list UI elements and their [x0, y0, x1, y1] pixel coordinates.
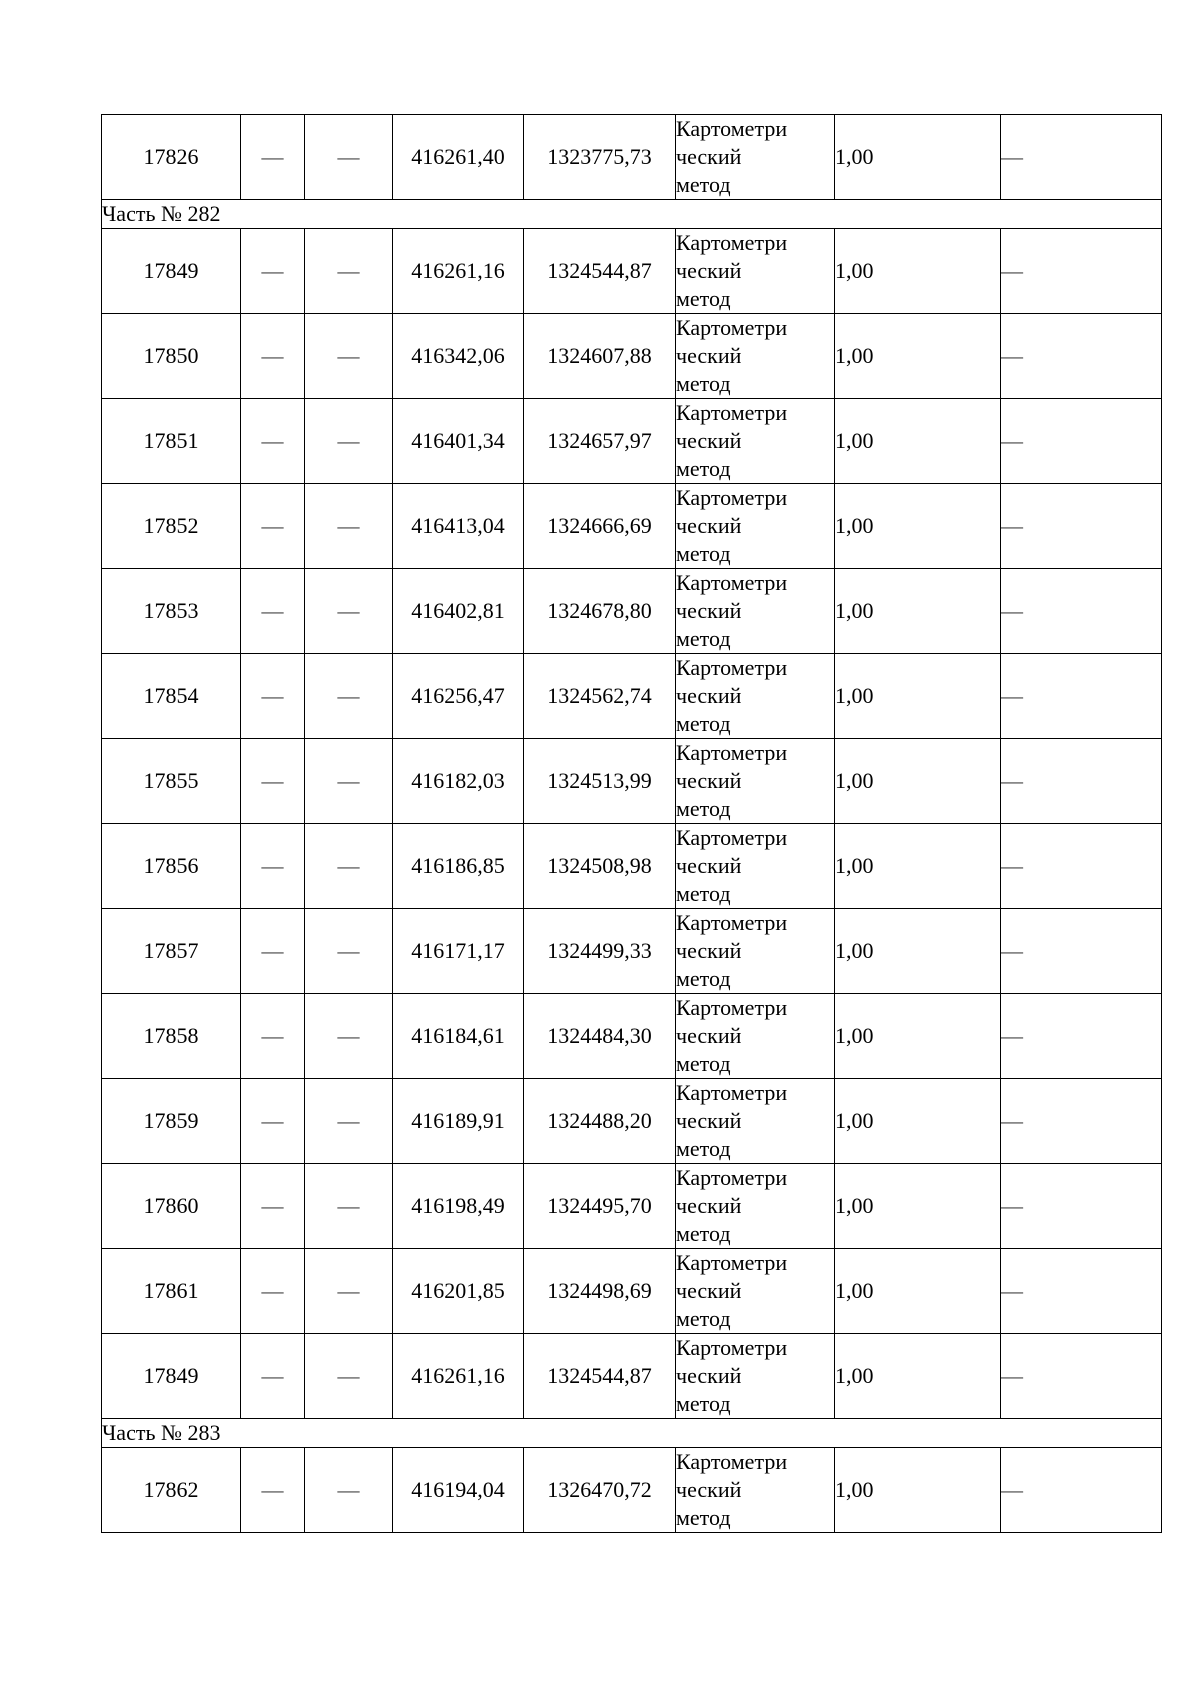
table-row [102, 739, 1162, 824]
method-text-line: ческий [676, 144, 742, 169]
empty-dash-cell: — [305, 1079, 393, 1164]
method-text-line: метод [676, 1505, 731, 1530]
empty-dash-cell: — [241, 229, 305, 314]
method-text-line: ческий [676, 258, 742, 283]
y-coordinate: 1324488,20 [524, 1079, 676, 1164]
table-row [102, 314, 1162, 399]
method-text-line: метод [676, 966, 731, 991]
point-number: 17826 [102, 115, 241, 200]
method-text-line: ческий [676, 598, 742, 623]
table-row [102, 1079, 1162, 1164]
empty-dash-cell: — [1001, 1334, 1162, 1419]
method-text-line: Картометри [676, 315, 788, 340]
y-coordinate: 1324495,70 [524, 1164, 676, 1249]
empty-dash-cell: — [305, 1334, 393, 1419]
x-coordinate: 416201,85 [393, 1249, 524, 1334]
accuracy-value: 1,00 [835, 1164, 1001, 1249]
point-number: 17850 [102, 314, 241, 399]
point-number: 17860 [102, 1164, 241, 1249]
accuracy-value: 1,00 [835, 484, 1001, 569]
y-coordinate: 1324513,99 [524, 739, 676, 824]
method-text-line: Картометри [676, 230, 788, 255]
y-coordinate: 1324544,87 [524, 1334, 676, 1419]
empty-dash-cell: — [1001, 569, 1162, 654]
empty-dash-cell: — [241, 1334, 305, 1419]
accuracy-value: 1,00 [835, 115, 1001, 200]
empty-dash-cell: — [305, 1249, 393, 1334]
method-text-line: ческий [676, 768, 742, 793]
table-row [102, 1448, 1162, 1533]
point-number: 17857 [102, 909, 241, 994]
accuracy-value: 1,00 [835, 229, 1001, 314]
method-text-line: Картометри [676, 1250, 788, 1275]
method-text-line: метод [676, 1051, 731, 1076]
accuracy-value: 1,00 [835, 1079, 1001, 1164]
y-coordinate: 1324657,97 [524, 399, 676, 484]
empty-dash-cell: — [305, 229, 393, 314]
table-row [102, 1164, 1162, 1249]
empty-dash-cell: — [305, 484, 393, 569]
method-text-line: Картометри [676, 1165, 788, 1190]
point-number: 17856 [102, 824, 241, 909]
method-text-line: ческий [676, 1108, 742, 1133]
empty-dash-cell: — [241, 1164, 305, 1249]
method-text-line: ческий [676, 343, 742, 368]
empty-dash-cell: — [241, 654, 305, 739]
accuracy-value: 1,00 [835, 569, 1001, 654]
empty-dash-cell: — [241, 1448, 305, 1533]
method-text-line: метод [676, 371, 731, 396]
empty-dash-cell: — [241, 1079, 305, 1164]
empty-dash-cell: — [241, 569, 305, 654]
empty-dash-cell: — [1001, 115, 1162, 200]
accuracy-value: 1,00 [835, 1448, 1001, 1533]
method-text-line: Картометри [676, 116, 788, 141]
table-row [102, 654, 1162, 739]
empty-dash-cell: — [241, 909, 305, 994]
y-coordinate: 1324666,69 [524, 484, 676, 569]
table-row [102, 399, 1162, 484]
empty-dash-cell: — [305, 994, 393, 1079]
section-header-row [102, 200, 1162, 229]
method-text-line: метод [676, 1136, 731, 1161]
empty-dash-cell: — [1001, 824, 1162, 909]
x-coordinate: 416198,49 [393, 1164, 524, 1249]
point-number: 17862 [102, 1448, 241, 1533]
method-text-line: Картометри [676, 910, 788, 935]
table-row [102, 1334, 1162, 1419]
method-cell [676, 824, 835, 909]
table-row [102, 229, 1162, 314]
y-coordinate: 1324607,88 [524, 314, 676, 399]
method-text-line: ческий [676, 1023, 742, 1048]
method-cell [676, 115, 835, 200]
section-header-row [102, 1419, 1162, 1448]
empty-dash-cell: — [241, 115, 305, 200]
empty-dash-cell: — [1001, 1448, 1162, 1533]
empty-dash-cell: — [305, 1164, 393, 1249]
method-text-line: Картометри [676, 655, 788, 680]
table-row [102, 909, 1162, 994]
method-text-line: Картометри [676, 485, 788, 510]
section-label: Часть № 283 [102, 1419, 1162, 1448]
empty-dash-cell: — [305, 824, 393, 909]
section-label: Часть № 282 [102, 200, 1162, 229]
empty-dash-cell: — [1001, 654, 1162, 739]
method-text-line: Картометри [676, 740, 788, 765]
method-text-line: Картометри [676, 995, 788, 1020]
point-number: 17849 [102, 229, 241, 314]
accuracy-value: 1,00 [835, 399, 1001, 484]
x-coordinate: 416194,04 [393, 1448, 524, 1533]
empty-dash-cell: — [1001, 229, 1162, 314]
method-text-line: ческий [676, 853, 742, 878]
table-row [102, 994, 1162, 1079]
empty-dash-cell: — [1001, 909, 1162, 994]
accuracy-value: 1,00 [835, 654, 1001, 739]
empty-dash-cell: — [1001, 314, 1162, 399]
x-coordinate: 416182,03 [393, 739, 524, 824]
method-text-line: метод [676, 796, 731, 821]
coordinates-table [101, 114, 1162, 1533]
point-number: 17849 [102, 1334, 241, 1419]
accuracy-value: 1,00 [835, 314, 1001, 399]
empty-dash-cell: — [241, 824, 305, 909]
method-cell [676, 1448, 835, 1533]
method-text-line: ческий [676, 1278, 742, 1303]
method-text-line: метод [676, 1391, 731, 1416]
table-row [102, 824, 1162, 909]
point-number: 17854 [102, 654, 241, 739]
accuracy-value: 1,00 [835, 1334, 1001, 1419]
method-text-line: ческий [676, 1363, 742, 1388]
accuracy-value: 1,00 [835, 1249, 1001, 1334]
method-text-line: ческий [676, 428, 742, 453]
method-text-line: ческий [676, 1477, 742, 1502]
empty-dash-cell: — [305, 569, 393, 654]
empty-dash-cell: — [241, 739, 305, 824]
y-coordinate: 1324678,80 [524, 569, 676, 654]
empty-dash-cell: — [241, 314, 305, 399]
x-coordinate: 416401,34 [393, 399, 524, 484]
method-text-line: метод [676, 172, 731, 197]
x-coordinate: 416256,47 [393, 654, 524, 739]
method-cell [676, 994, 835, 1079]
method-text-line: Картометри [676, 1449, 788, 1474]
table-row [102, 115, 1162, 200]
y-coordinate: 1323775,73 [524, 115, 676, 200]
empty-dash-cell: — [241, 484, 305, 569]
x-coordinate: 416261,16 [393, 229, 524, 314]
y-coordinate: 1324544,87 [524, 229, 676, 314]
empty-dash-cell: — [305, 115, 393, 200]
method-text-line: Картометри [676, 1335, 788, 1360]
method-text-line: метод [676, 456, 731, 481]
point-number: 17852 [102, 484, 241, 569]
empty-dash-cell: — [305, 654, 393, 739]
method-text-line: метод [676, 1221, 731, 1246]
table-row [102, 484, 1162, 569]
method-cell [676, 1079, 835, 1164]
point-number: 17853 [102, 569, 241, 654]
x-coordinate: 416413,04 [393, 484, 524, 569]
empty-dash-cell: — [305, 399, 393, 484]
accuracy-value: 1,00 [835, 994, 1001, 1079]
method-text-line: метод [676, 286, 731, 311]
method-cell [676, 569, 835, 654]
method-text-line: метод [676, 626, 731, 651]
x-coordinate: 416402,81 [393, 569, 524, 654]
empty-dash-cell: — [305, 739, 393, 824]
empty-dash-cell: — [241, 399, 305, 484]
y-coordinate: 1324498,69 [524, 1249, 676, 1334]
method-text-line: метод [676, 711, 731, 736]
y-coordinate: 1326470,72 [524, 1448, 676, 1533]
x-coordinate: 416261,16 [393, 1334, 524, 1419]
empty-dash-cell: — [1001, 1079, 1162, 1164]
method-cell [676, 739, 835, 824]
accuracy-value: 1,00 [835, 909, 1001, 994]
x-coordinate: 416261,40 [393, 115, 524, 200]
method-text-line: Картометри [676, 570, 788, 595]
method-cell [676, 654, 835, 739]
method-cell [676, 399, 835, 484]
table-row [102, 569, 1162, 654]
empty-dash-cell: — [1001, 399, 1162, 484]
empty-dash-cell: — [305, 1448, 393, 1533]
point-number: 17855 [102, 739, 241, 824]
table-row [102, 1249, 1162, 1334]
method-cell [676, 314, 835, 399]
empty-dash-cell: — [1001, 739, 1162, 824]
x-coordinate: 416342,06 [393, 314, 524, 399]
y-coordinate: 1324484,30 [524, 994, 676, 1079]
accuracy-value: 1,00 [835, 824, 1001, 909]
point-number: 17851 [102, 399, 241, 484]
accuracy-value: 1,00 [835, 739, 1001, 824]
method-text-line: ческий [676, 683, 742, 708]
x-coordinate: 416189,91 [393, 1079, 524, 1164]
method-text-line: метод [676, 541, 731, 566]
empty-dash-cell: — [1001, 1164, 1162, 1249]
method-cell [676, 1249, 835, 1334]
method-text-line: ческий [676, 938, 742, 963]
y-coordinate: 1324562,74 [524, 654, 676, 739]
method-cell [676, 1164, 835, 1249]
method-text-line: ческий [676, 513, 742, 538]
method-text-line: Картометри [676, 1080, 788, 1105]
y-coordinate: 1324508,98 [524, 824, 676, 909]
empty-dash-cell: — [241, 1249, 305, 1334]
point-number: 17859 [102, 1079, 241, 1164]
point-number: 17858 [102, 994, 241, 1079]
empty-dash-cell: — [1001, 1249, 1162, 1334]
empty-dash-cell: — [241, 994, 305, 1079]
empty-dash-cell: — [1001, 994, 1162, 1079]
coordinates-table-body [102, 115, 1162, 1533]
method-text-line: метод [676, 881, 731, 906]
empty-dash-cell: — [1001, 484, 1162, 569]
method-text-line: Картометри [676, 400, 788, 425]
method-cell [676, 909, 835, 994]
x-coordinate: 416184,61 [393, 994, 524, 1079]
method-text-line: ческий [676, 1193, 742, 1218]
empty-dash-cell: — [305, 909, 393, 994]
method-cell [676, 229, 835, 314]
point-number: 17861 [102, 1249, 241, 1334]
y-coordinate: 1324499,33 [524, 909, 676, 994]
method-cell [676, 1334, 835, 1419]
method-cell [676, 484, 835, 569]
method-text-line: Картометри [676, 825, 788, 850]
x-coordinate: 416171,17 [393, 909, 524, 994]
x-coordinate: 416186,85 [393, 824, 524, 909]
empty-dash-cell: — [305, 314, 393, 399]
method-text-line: метод [676, 1306, 731, 1331]
